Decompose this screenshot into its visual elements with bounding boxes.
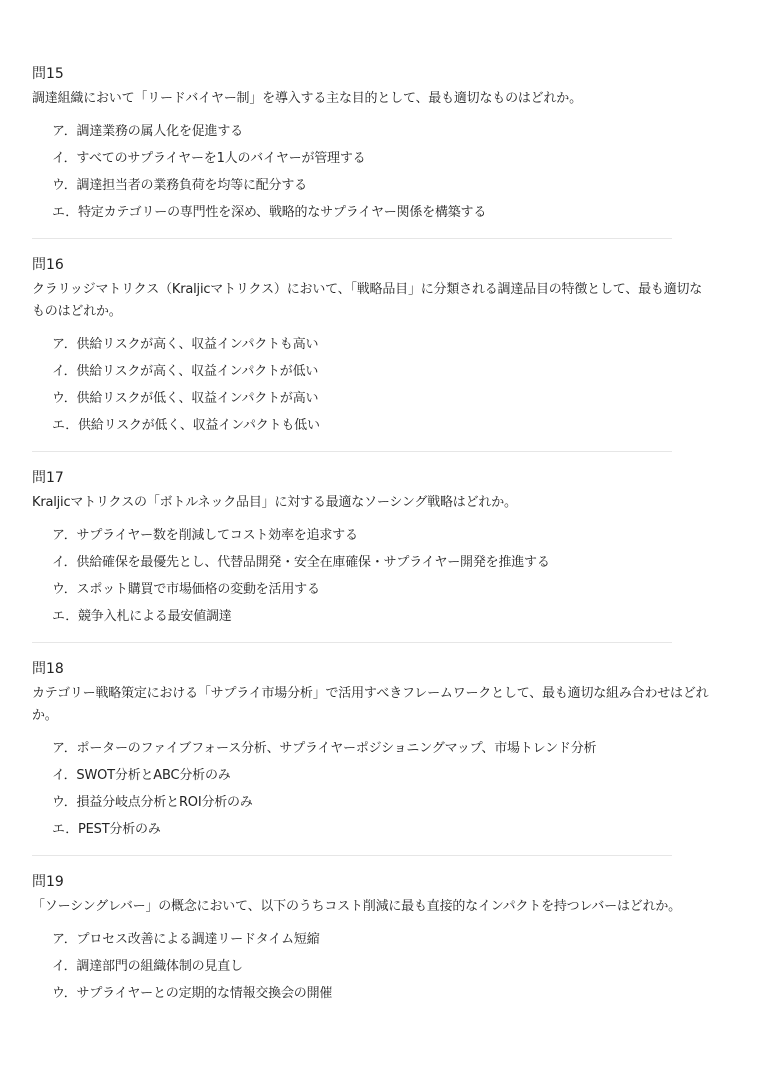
answer-option-e: エ．競争入札による最安値調達 [52,609,232,624]
question-15 [32,64,712,226]
answer-option-e: エ．供給リスクが低く、収益インパクトも低い [52,418,320,433]
question-number: 問16 [32,257,64,273]
section-divider [32,642,672,643]
answer-option-u: ウ．損益分岐点分析とROI分析のみ [52,795,253,810]
answer-option-u: ウ．調達担当者の業務負荷を均等に配分する [52,178,307,193]
answer-option-a: ア．調達業務の属人化を促進する [52,124,243,139]
answer-option-i: イ．すべてのサプライヤーを1人のバイヤーが管理する [52,151,366,166]
question-stem: 調達組織において「リードバイヤー制」を導入する主な目的として、最も適切なものはどれか。 [32,91,582,106]
question-number: 問15 [32,66,64,82]
answer-option-i: イ．SWOT分析とABC分析のみ [52,768,231,783]
answer-option-i: イ．調達部門の組織体制の見直し [52,959,243,974]
answer-options [32,735,712,843]
section-divider [32,451,672,452]
question-number: 問17 [32,470,64,486]
question-16 [32,255,712,439]
question-18 [32,659,712,843]
answer-option-a: ア．ポーターのファイブフォース分析、サプライヤーポジショニングマップ、市場トレンド分析 [52,741,597,756]
question-17 [32,468,712,630]
question-stem: カテゴリー戦略策定における「サプライ市場分析」で活用すべきフレームワークとして、最も適切な組み合わせはどれか。 [32,686,709,723]
answer-option-u: ウ．スポット購買で市場価格の変動を活用する [52,582,320,597]
answer-option-e: エ．PEST分析のみ [52,822,161,837]
answer-option-u: ウ．供給リスクが低く、収益インパクトが高い [52,391,319,406]
section-divider [32,238,672,239]
answer-option-a: ア．供給リスクが高く、収益インパクトも高い [52,337,319,352]
answer-option-u: ウ．サプライヤーとの定期的な情報交換会の開催 [52,986,333,1001]
question-stem: 「ソーシングレバー」の概念において、以下のうちコスト削減に最も直接的なインパクトを持つレバーはどれか。 [32,899,681,914]
answer-options [32,331,712,439]
answer-option-i: イ．供給確保を最優先とし、代替品開発・安全在庫確保・サプライヤー開発を推進する [52,555,550,570]
answer-option-a: ア．プロセス改善による調達リードタイム短縮 [52,932,320,947]
section-divider [32,855,672,856]
answer-options [32,926,712,1007]
answer-option-i: イ．供給リスクが高く、収益インパクトが低い [52,364,319,379]
question-stem: クラリッジマトリクス（Kraljicマトリクス）において、「戦略品目」に分類される調達品目の特徴として、最も適切なものはどれか。 [32,282,703,319]
question-19 [32,872,712,1007]
question-number: 問19 [32,874,64,890]
answer-option-e: エ．特定カテゴリーの専門性を深め、戦略的なサプライヤー関係を構築する [52,205,487,220]
answer-option-a: ア．サプライヤー数を削減してコスト効率を追求する [52,528,358,543]
answer-options [32,118,712,226]
answer-options [32,522,712,630]
question-stem: Kraljicマトリクスの「ボトルネック品目」に対する最適なソーシング戦略はどれか。 [32,495,517,510]
question-number: 問18 [32,661,64,677]
